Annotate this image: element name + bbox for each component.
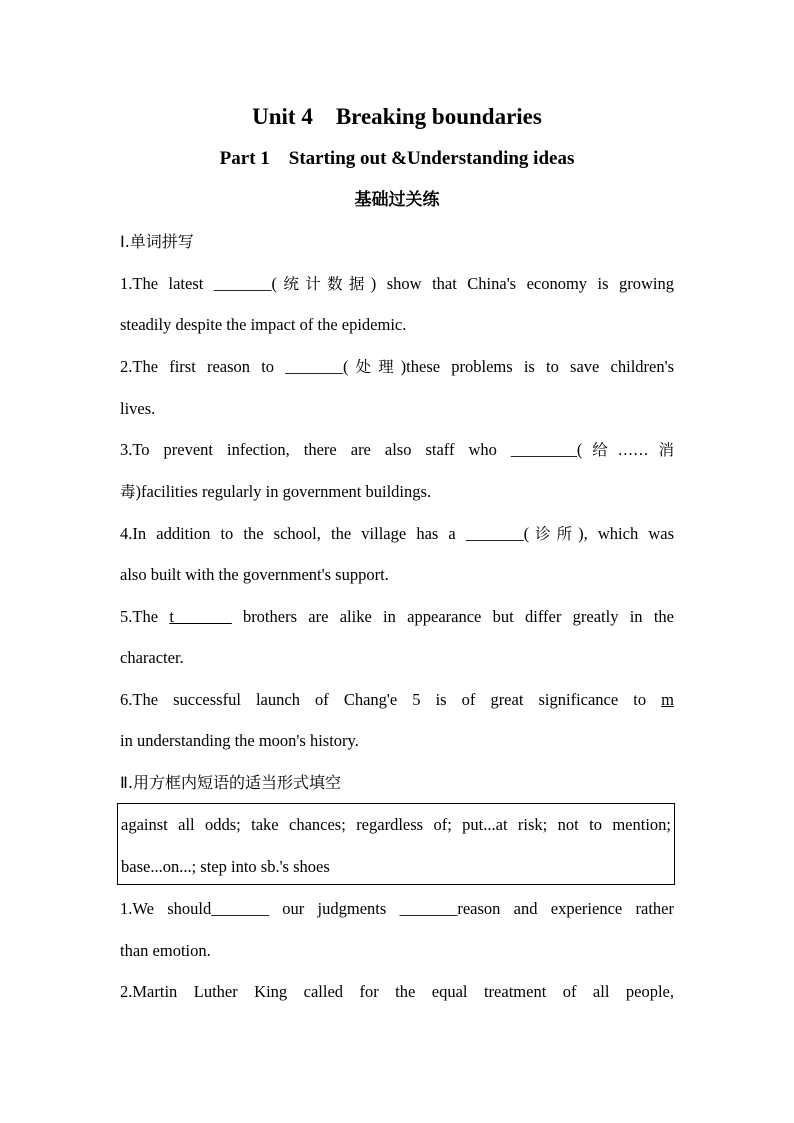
phrase-box xyxy=(117,803,675,885)
spelling-question-5-cont: character. xyxy=(120,648,184,667)
spelling-question-2 xyxy=(120,356,674,378)
question-text: 1.The latest _______( xyxy=(120,274,278,293)
chinese-hint: 给……消 xyxy=(582,441,674,459)
part-title: Part 1 Starting out &Understanding ideas xyxy=(219,148,575,169)
chinese-hint: 毒 xyxy=(120,483,136,501)
spelling-question-3-cont xyxy=(120,481,674,503)
answer-blank: t_______ xyxy=(169,607,232,626)
phrase-list-line-1: against all odds; take chances; regardless of; put...at risk; not to mention; xyxy=(121,815,671,834)
unit-title: Unit 4 Breaking boundaries xyxy=(252,104,542,129)
question-text: )these problems is to save children's xyxy=(400,357,674,376)
question-text: brothers are alike in appearance but differ greatly in the xyxy=(231,607,674,626)
spelling-question-1 xyxy=(120,273,674,295)
question-text: 2.The first reason to _______( xyxy=(120,357,349,376)
spelling-question-2-cont: lives. xyxy=(120,399,156,418)
question-text: )facilities regularly in government buildings. xyxy=(135,482,432,501)
spelling-question-6-cont: in understanding the moon's history. xyxy=(120,731,359,750)
section-heading-spelling: Ⅰ.单词拼写 xyxy=(120,232,194,251)
spelling-question-6 xyxy=(120,689,674,711)
spelling-question-3 xyxy=(120,439,674,461)
chinese-hint: 诊所 xyxy=(529,525,579,543)
question-text: ), which was xyxy=(578,524,674,543)
section-heading-phrases: Ⅱ.用方框内短语的适当形式填空 xyxy=(120,773,341,792)
question-text: 6.The successful launch of Chang'e 5 is of great significance to xyxy=(120,690,662,709)
question-text: ) show that China's economy is growing xyxy=(370,274,674,293)
question-text: 3.To prevent infection, there are also staff who ________( xyxy=(120,440,583,459)
spelling-question-5 xyxy=(120,606,674,628)
answer-blank: m xyxy=(661,690,674,709)
spelling-question-4-cont: also built with the government's support. xyxy=(120,565,389,584)
phrase-question-1: 1.We should_______ our judgments _______reason and experience rather xyxy=(120,899,674,918)
practice-title: 基础过关练 xyxy=(354,190,440,210)
phrase-list-line-2: base...on...; step into sb.'s shoes xyxy=(121,857,330,876)
phrase-question-1-cont: than emotion. xyxy=(120,941,211,960)
chinese-hint: 处理 xyxy=(348,358,401,376)
question-text: 5.The xyxy=(120,607,170,626)
phrase-question-2: 2.Martin Luther King called for the equal treatment of all people, xyxy=(120,982,674,1001)
spelling-question-1-cont: steadily despite the impact of the epidemic. xyxy=(120,315,407,334)
chinese-hint: 统计数据 xyxy=(277,275,371,293)
spelling-question-4 xyxy=(120,523,674,545)
question-text: 4.In addition to the school, the village has a _______( xyxy=(120,524,530,543)
